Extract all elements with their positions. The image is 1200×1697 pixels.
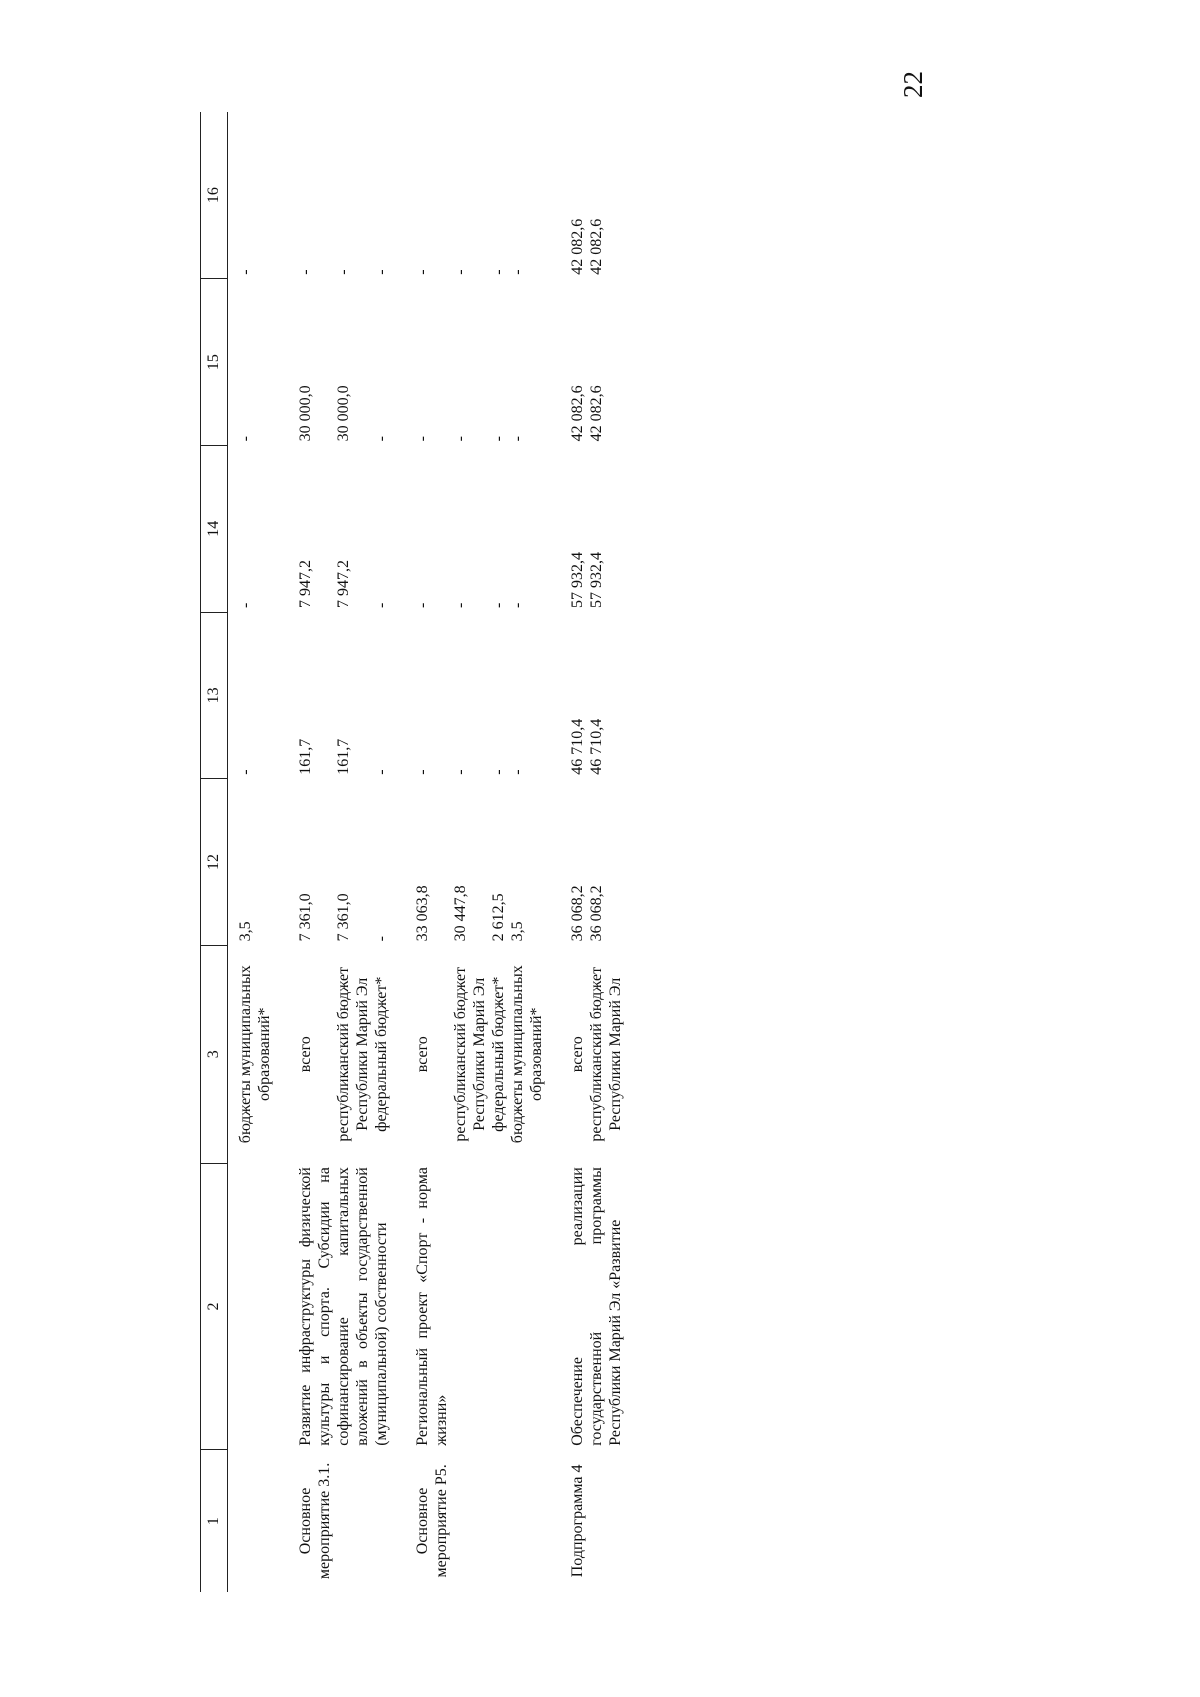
cell-measure [236,1450,274,1592]
cell-measure [508,1450,546,1592]
cell-value-12: 7 361,0 [335,893,352,942]
cell-source: бюджеты муниципальных образований* [509,965,545,1144]
cell-description [236,1163,274,1450]
table-row [236,112,274,1592]
cell-measure [451,1450,489,1592]
cell-description: Обеспечение реализации государственной программы Республики Марий Эл «Развитие [569,1167,624,1446]
header-col-16: 16 [201,112,228,279]
cell-value-14: 7 947,2 [297,560,314,609]
cell-value-12: 36 068,2 [588,885,605,942]
cell-value-15: - [237,436,254,442]
cell-value-12: 3,5 [509,921,526,942]
cell-value-12: 2 612,5 [490,893,507,942]
cell-value-16: - [335,269,352,275]
cell-description: Региональный проект «Спорт - норма жизни» [414,1167,450,1446]
header-col-12: 12 [201,779,228,946]
header-col-15: 15 [201,279,228,446]
cell-value-14: 57 932,4 [569,552,586,609]
header-col-3: 3 [201,945,228,1163]
cell-value-14: - [490,602,507,609]
cell-value-14: 57 932,4 [588,552,605,609]
cell-source: всего [414,1036,431,1073]
cell-value-12: 36 068,2 [569,885,586,942]
header-col-1: 1 [201,1450,228,1592]
cell-value-12: 33 063,8 [414,885,431,942]
cell-value-14: 7 947,2 [335,560,352,609]
table-row [391,112,451,1592]
cell-value-13: - [452,769,469,775]
cell-value-15: - [490,436,507,442]
cell-value-13: - [414,769,431,775]
cell-value-16: - [297,269,314,275]
cell-description [508,1163,546,1450]
cell-value-15: 30 000,0 [335,385,352,442]
cell-source: республиканский бюджет Республики Марий Эл [452,966,488,1142]
cell-measure: Подпрограмма 4 [569,1464,586,1578]
cell-value-13: - [237,769,254,775]
cell-source: всего [297,1036,314,1073]
cell-value-15: - [373,436,390,442]
cell-source: федеральный бюджет* [373,976,390,1132]
table-row [546,112,587,1592]
cell-source: федеральный бюджет* [490,976,507,1132]
cell-description: Развитие инфраструктуры физической культуры и спорта. Субсидии на софинансирование капитальных вложений в объекты государственной (муниципальной) собственности [297,1167,390,1446]
cell-value-15: 42 082,6 [569,385,586,442]
cell-value-13: 46 710,4 [569,718,586,775]
table-row [508,112,546,1592]
table-row [274,112,334,1592]
cell-value-15: - [414,436,431,442]
cell-value-12: 7 361,0 [297,893,314,942]
cell-value-15: - [509,436,526,442]
cell-value-16: - [414,269,431,275]
cell-measure [489,1450,508,1592]
cell-value-16: - [509,269,526,275]
cell-measure [372,1450,391,1592]
cell-value-14: - [373,602,390,609]
cell-description [489,1163,508,1450]
cell-value-12: 3,5 [237,921,254,942]
cell-value-16: - [373,269,390,275]
cell-description [451,1163,489,1450]
cell-value-16: - [452,269,469,275]
cell-value-12: 30 447,8 [452,885,469,942]
cell-source: республиканский бюджет Республики Марий Эл [335,966,371,1142]
header-row [201,112,228,1592]
cell-source: республиканский бюджет Республики Марий Эл [588,966,624,1142]
page-number: 22 [898,71,928,98]
header-col-13: 13 [201,612,228,779]
cell-value-14: - [237,602,254,609]
cell-value-13: - [373,769,390,775]
cell-value-14: - [452,602,469,609]
cell-source: бюджеты муниципальных образований* [237,965,273,1144]
cell-value-12: - [373,936,390,942]
cell-value-13: 161,7 [297,738,314,775]
cell-measure: Основное мероприятие 3.1. [297,1462,333,1580]
table-row [489,112,508,1592]
cell-measure [334,1450,372,1592]
cell-value-13: 46 710,4 [588,718,605,775]
cell-value-15: 30 000,0 [297,385,314,442]
budget-table [200,112,625,1592]
cell-value-15: 42 082,6 [588,385,605,442]
table-row [451,112,489,1592]
cell-source: всего [569,1036,586,1073]
cell-value-13: 161,7 [335,738,352,775]
header-col-14: 14 [201,445,228,612]
cell-value-16: - [490,269,507,275]
cell-value-16: 42 082,6 [588,218,605,275]
cell-value-16: - [237,269,254,275]
cell-value-14: - [509,602,526,609]
cell-value-15: - [452,436,469,442]
header-col-2: 2 [201,1163,228,1450]
cell-value-16: 42 082,6 [569,218,586,275]
cell-value-13: - [509,769,526,775]
cell-value-14: - [414,602,431,609]
cell-measure: Основное мероприятие Р5. [414,1464,450,1578]
cell-value-13: - [490,769,507,775]
rotated-table-page [200,112,960,1592]
cell-measure [587,1450,625,1592]
